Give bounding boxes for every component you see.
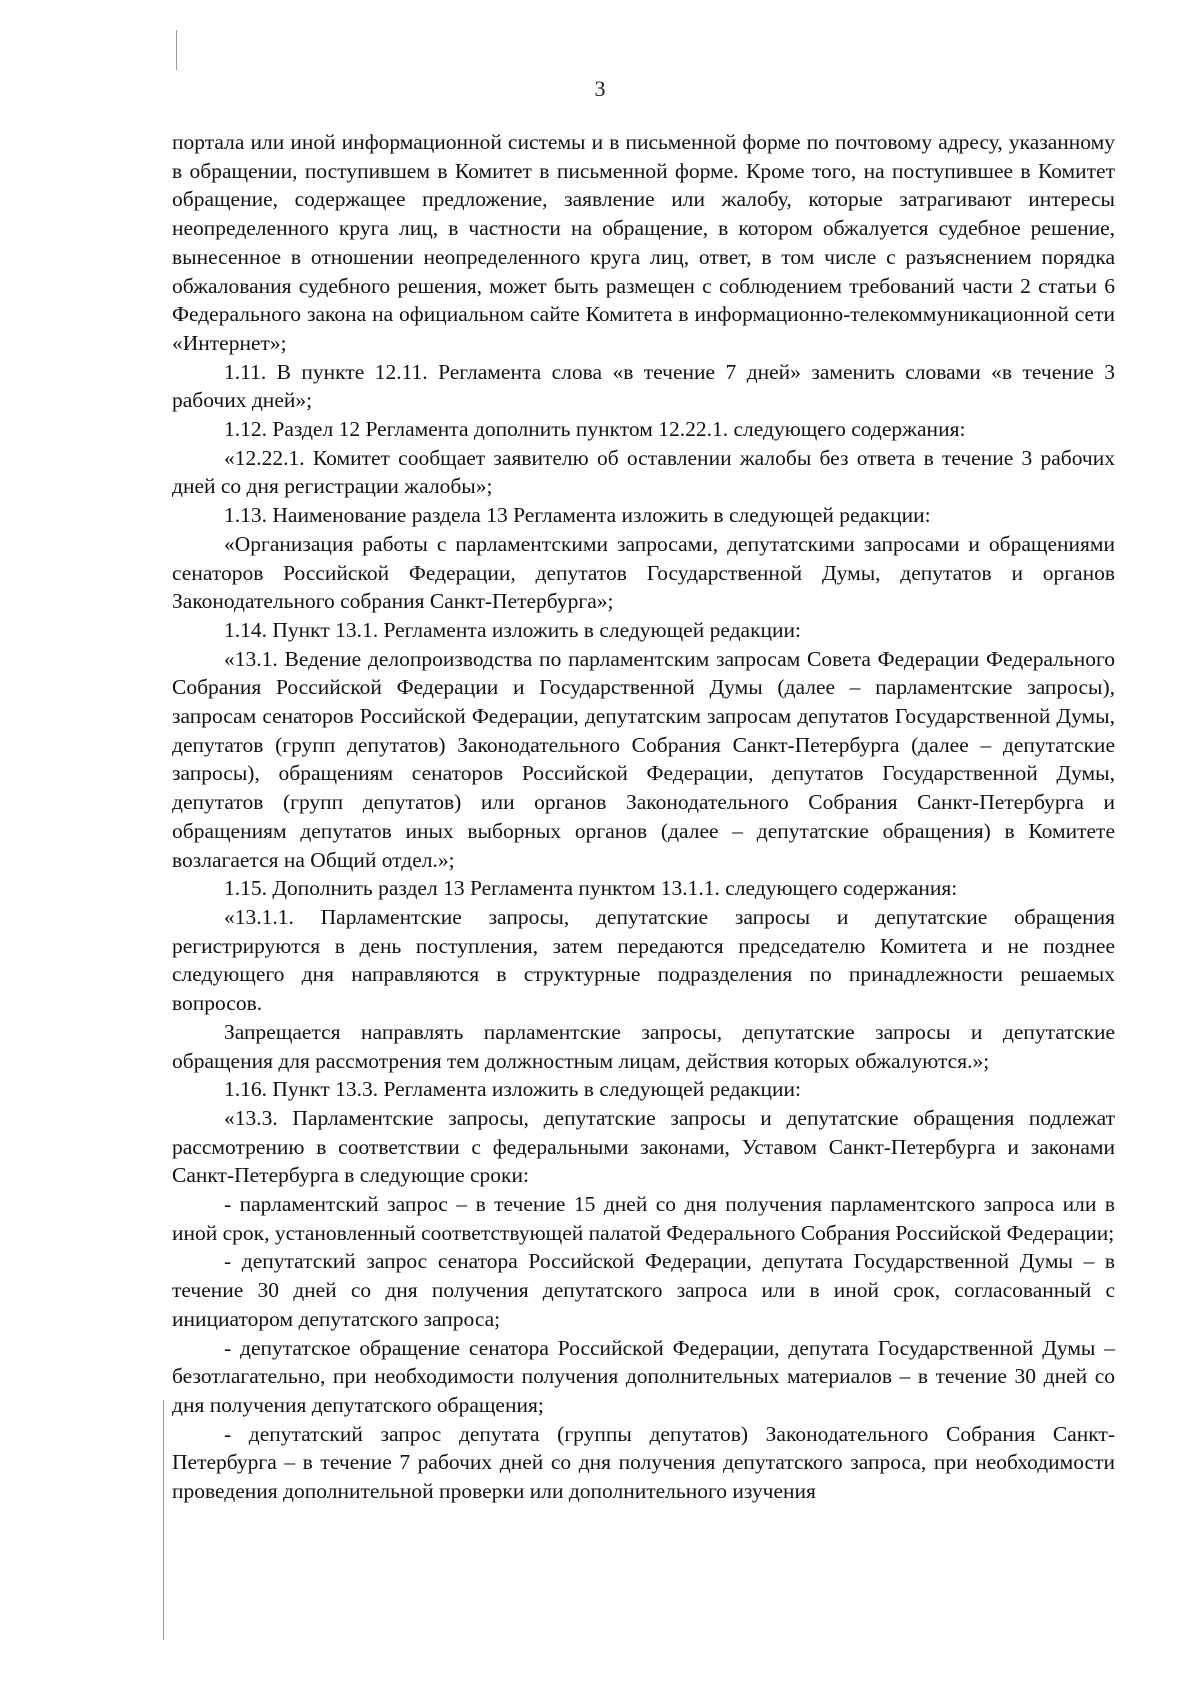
- paragraph: 1.15. Дополнить раздел 13 Регламента пунктом 13.1.1. следующего содержания:: [224, 876, 958, 901]
- paragraph: 1.12. Раздел 12 Регламента дополнить пунктом 12.22.1. следующего содержания:: [224, 417, 966, 442]
- paragraph: - депутатский запрос депутата (группы депутатов) Законодательного Собрания Санкт-Петербурга – в течение 7 рабочих дней со дня получения депутатского запроса, при необходимости проведения дополнительной проверки или дополнительного изучения: [172, 1421, 1115, 1504]
- paragraph: 1.16. Пункт 13.3. Регламента изложить в следующей редакции:: [224, 1077, 802, 1102]
- paragraph: «12.22.1. Комитет сообщает заявителю об оставлении жалобы без ответа в течение 3 рабочих дней со дня регистрации жалобы»;: [172, 445, 1115, 499]
- scan-margin-mark: [163, 1400, 164, 1640]
- document-body: [172, 128, 1115, 1506]
- paragraph: - депутатский запрос сенатора Российской Федерации, депутата Государственной Думы – в течение 30 дней со дня получения депутатского запроса или в иной срок, согласованный с инициатором депутатского запроса;: [172, 1249, 1115, 1331]
- paragraph: «Организация работы с парламентскими запросами, депутатскими запросами и обращениями сенаторов Российской Федерации, депутатов Государственной Думы, депутатов и органов Законодательного собрания Санкт-Петербурга»;: [172, 531, 1115, 614]
- paragraph: «13.3. Парламентские запросы, депутатские запросы и депутатские обращения подлежат рассмотрению в соответствии с федеральными законами, Уставом Санкт-Петербурга и законами Санкт-Петербурга в следующие сроки:: [172, 1105, 1115, 1188]
- paragraph: - парламентский запрос – в течение 15 дней со дня получения парламентского запроса или в иной срок, установленный соответствующей палатой Федерального Собрания Российской Федерации;: [172, 1192, 1115, 1245]
- page-number: 3: [594, 76, 606, 101]
- scan-margin-mark: [176, 30, 177, 70]
- paragraph: 1.14. Пункт 13.1. Регламента изложить в следующей редакции:: [224, 617, 802, 642]
- paragraph: «13.1.1. Парламентские запросы, депутатские запросы и депутатские обращения регистрируются в день поступления, затем передаются председателю Комитета и не позднее следующего дня направляются в структурные подразделения по принадлежности решаемых вопросов.: [172, 904, 1115, 1016]
- paragraph: 1.11. В пункте 12.11. Регламента слова «в течение 7 дней» заменить словами «в течение 3 рабочих дней»;: [172, 359, 1115, 413]
- paragraph: портала или иной информационной системы и в письменной форме по почтовому адресу, указанному в обращении, поступившем в Комитет в письменной форме. Кроме того, на поступившее в Комитет обращение, содержащее предложение, заявление или жалобу, которые затрагивают интересы неопределенного круга лиц, в частности на обращение, в котором обжалуется судебное решение, вынесенное в отношении неопределенного круга лиц, ответ, в том числе с разъяснением порядка обжалования судебного решения, может быть размещен с соблюдением требований части 2 статьи 6 Федерального закона на официальном сайте Комитета в информационно-телекоммуникационной сети «Интернет»;: [172, 130, 1115, 355]
- paragraph: Запрещается направлять парламентские запросы, депутатские запросы и депутатские обращения для рассмотрения тем должностным лицам, действия которых обжалуются.»;: [172, 1019, 1115, 1073]
- paragraph: 1.13. Наименование раздела 13 Регламента изложить в следующей редакции:: [224, 503, 931, 528]
- paragraph: «13.1. Ведение делопроизводства по парламентским запросам Совета Федерации Федерального Собрания Российской Федерации и Государственной Думы (далее – парламентские запросы), запросам сенаторов Российской Федерации, депутатским запросам депутатов Государственной Думы, депутатов (групп депутатов) Законодательного Собрания Санкт-Петербурга (далее – депутатские запросы), обращениям сенаторов Российской Федерации, депутатов Государственной Думы, депутатов (групп депутатов) или органов Законодательного Собрания Санкт-Петербурга и обращениям депутатов иных выборных органов (далее – депутатские обращения) в Комитете возлагается на Общий отдел.»;: [172, 646, 1115, 872]
- paragraph: - депутатское обращение сенатора Российской Федерации, депутата Государственной Думы – безотлагательно, при необходимости получения дополнительных материалов – в течение 30 дней со дня получения депутатского обращения;: [172, 1335, 1115, 1417]
